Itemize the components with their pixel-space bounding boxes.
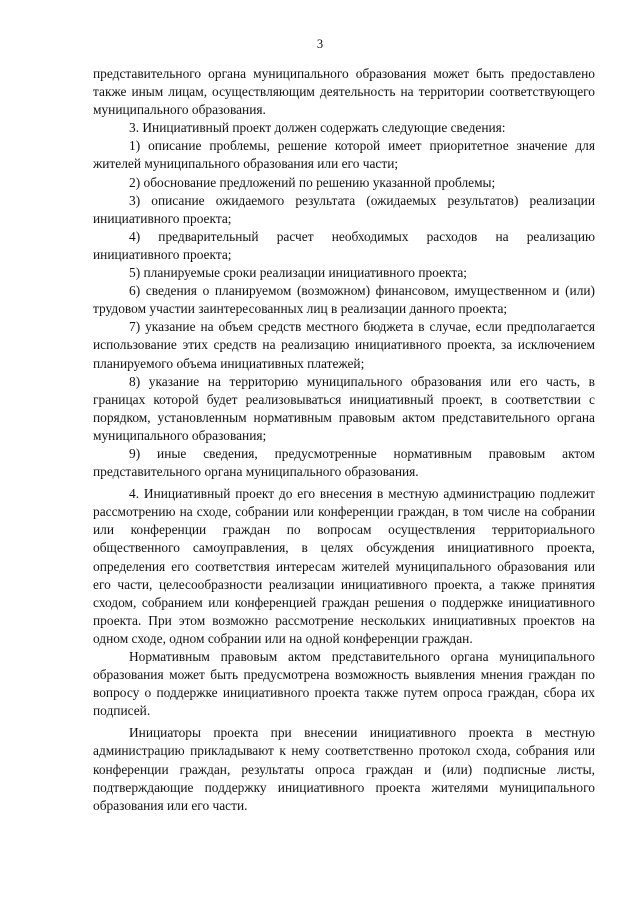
paragraph-initiators: Инициаторы проекта при внесении инициативного проекта в местную администрацию прикладывают к нему соответственно протокол схода, собрания или конференции граждан, результаты опроса граждан и (или) подписные листы, подтверждающие поддержку инициативного проекта жителями муниципального образования или его части. bbox=[93, 725, 595, 813]
paragraph-subitem-8: 8) указание на территорию муниципального образования или его часть, в границах которой будет реализовываться инициативный проект, в соответствии с порядком, установленным нормативным правовым актом представительного органа муниципального образования; bbox=[93, 373, 595, 443]
paragraph-continuation: представительного органа муниципального образования может быть предоставлено также иным лицам, осуществляющим деятельность на территории соответствующего муниципального образования. bbox=[93, 66, 595, 118]
page-number: 3 bbox=[316, 37, 324, 51]
paragraph-subitem-4: 4) предварительный расчет необходимых расходов на реализацию инициативного проекта; bbox=[93, 228, 595, 262]
paragraph-subitem-7: 7) указание на объем средств местного бюджета в случае, если предполагается использование этих средств на реализацию инициативного проекта, за исключением планируемого объема инициативных платежей; bbox=[93, 319, 595, 371]
document-body bbox=[93, 65, 595, 815]
paragraph-subitem-2: 2) обоснование предложений по решению указанной проблемы; bbox=[129, 174, 496, 190]
paragraph-subitem-3: 3) описание ожидаемого результата (ожидаемых результатов) реализации инициативного проекта; bbox=[93, 192, 595, 226]
paragraph-subitem-5: 5) планируемые сроки реализации инициативного проекта; bbox=[129, 265, 468, 281]
paragraph-subitem-6: 6) сведения о планируемом (возможном) финансовом, имущественном и (или) трудовом участии заинтересованных лиц в реализации данного проекта; bbox=[93, 283, 595, 317]
paragraph-item-3: 3. Инициативный проект должен содержать следующие сведения: bbox=[129, 120, 506, 136]
paragraph-subitem-1: 1) описание проблемы, решение которой имеет приоритетное значение для жителей муниципального образования или его части; bbox=[93, 138, 595, 172]
paragraph-normative-act: Нормативным правовым актом представительного органа муниципального образования может быть предусмотрена возможность выявления мнения граждан по вопросу о поддержке инициативного проекта также путем опроса граждан, сбора их подписей. bbox=[93, 649, 595, 719]
paragraph-subitem-9: 9) иные сведения, предусмотренные нормативным правовым актом представительного органа муниципального образования. bbox=[93, 445, 595, 480]
paragraph-item-4: 4. Инициативный проект до его внесения в местную администрацию подлежит рассмотрению на сходе, собрании или конференции граждан, в том числе на собрании или конференции граждан по вопросам осуществления территориального общественного самоуправления, в целях обсуждения инициативного проекта, определения его соответствия интересам жителей муниципального образования или его части, целесообразности реализации инициативного проекта, а также принятия сходом, собранием или конференцией граждан решения о поддержке инициативного проекта. При этом возможно рассмотрение нескольких инициативных проектов на одном сходе, одном собрании или на одной конференции граждан. bbox=[93, 486, 595, 646]
